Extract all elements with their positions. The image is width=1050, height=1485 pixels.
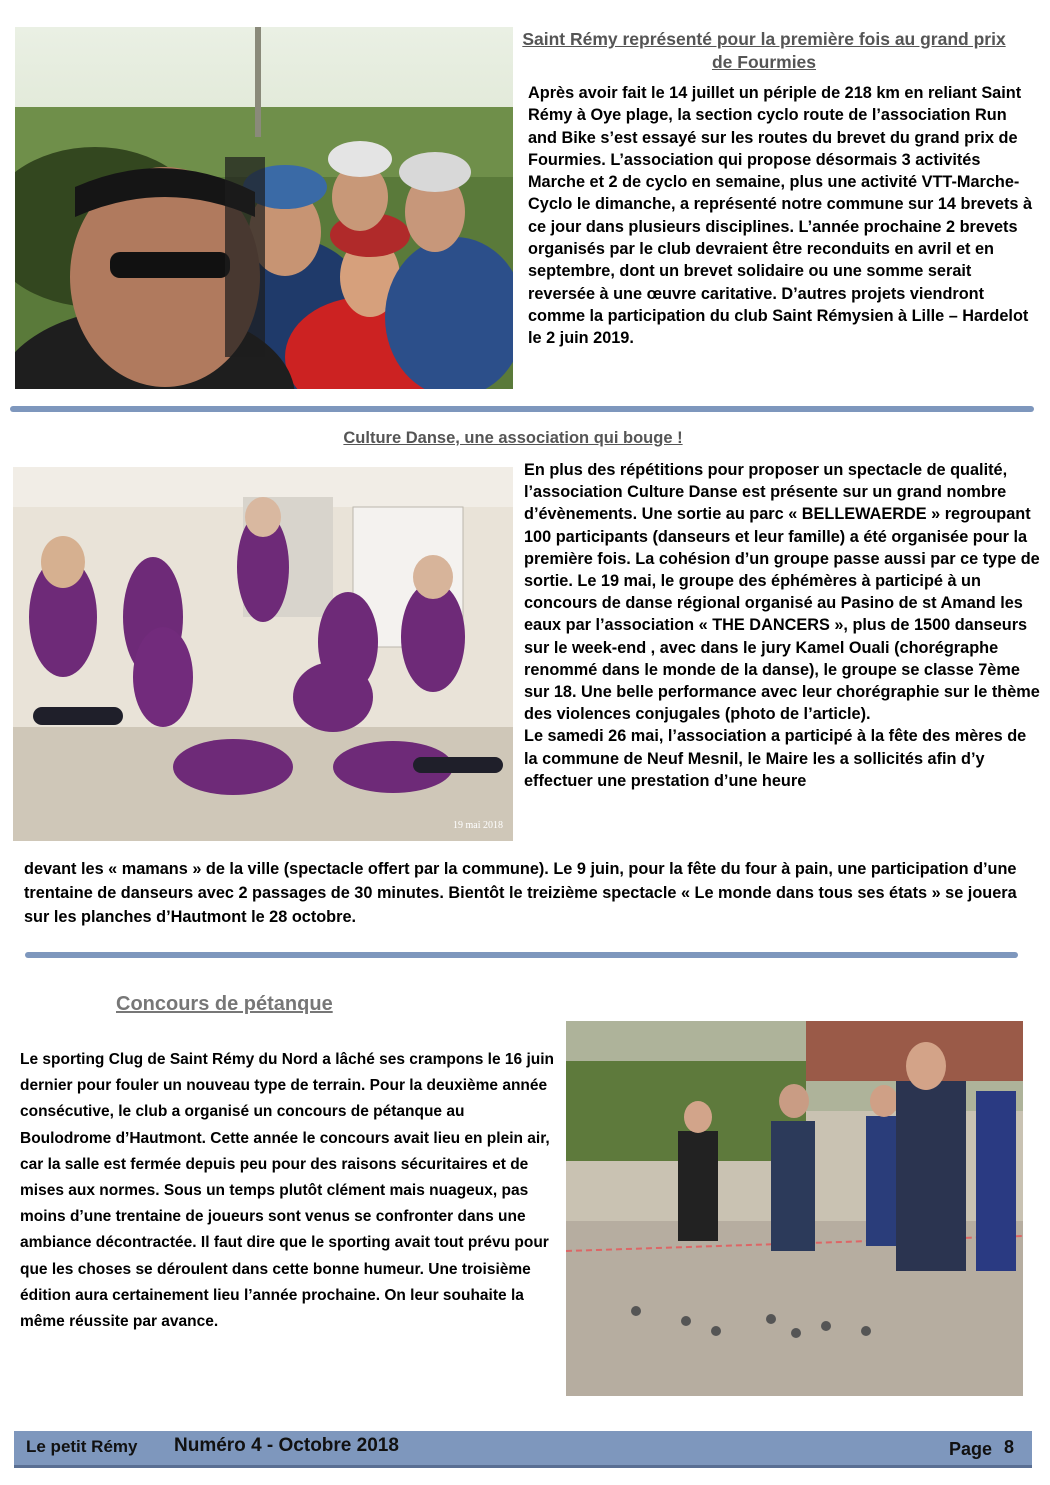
page-label: Page (948, 1439, 992, 1459)
petanque-title: Concours de pétanque (116, 993, 333, 1015)
petanque-players-photo (566, 1021, 1023, 1396)
petanque-article-text: Le sporting Clug de Saint Rémy du Nord a lâché ses crampons le 16 juin dernier pour fouler un nouveau type de terrain. Pour la deuxième année consécutive, le club a organisé un concours de pétanque au Boulodrome d’Hautmont. Cette année le concours avait lieu en plein air, car la salle est fermée depuis peu pour des raisons sécuritaires et de mises aux normes. Sous un temps plutôt clément mais nuageux, pas moins d’une trentaine de joueurs sont venus se confronter dans une ambiance décontractée. Il faut dire que le sporting avait tout prévu pour que les choses se déroulent dans cette bonne humeur. Une troisième édition aura certainement lieu l’année prochaine. On leur souhaite la même réussite par avance. (20, 1051, 555, 1331)
cyclists-selfie-photo (15, 27, 513, 389)
danse-article-text (524, 459, 1044, 792)
publication-name: Le petit Rémy (26, 1437, 138, 1456)
danse-paragraph-2: Le samedi 26 mai, l’association a participé à la fête des mères de la commune de Neuf Mesnil, le Maire les a sollicités afin d’y effectuer une prestation d’une heure (524, 727, 1027, 790)
dance-group-photo (13, 467, 513, 841)
danse-article-continuation: devant les « mamans » de la ville (spectacle offert par la commune). Le 9 juin, pour la fête du four à pain, une participation d’une trentaine de danseurs avec 2 passages de 30 minutes. Bientôt le treizième spectacle « Le monde dans tous ses états » se jouera sur les planches d’Hautmont le 28 octobre. (24, 860, 1017, 926)
danse-title: Culture Danse, une association qui bouge ! (343, 429, 683, 447)
section-divider (25, 952, 1018, 958)
section-divider (10, 406, 1034, 412)
cyclo-article-text: Après avoir fait le 14 juillet un périple de 218 km en reliant Saint Rémy à Oye plage, la section cyclo route de l’association Run and Bike s’est essayé sur les routes du brevet du grand prix de Fourmies. L’association qui propose désormais 3 activités Marche et 2 de cyclo en semaine, plus une activité VTT-Marche-Cyclo le dimanche, a représenté notre commune sur 14 brevets à ce jour dans plusieurs disciplines. L’année prochaine 2 brevets organisés par le club devraient être reconduits en avril et en septembre, dont un brevet solidaire ou une somme serait reversée à une œuvre caritative. D’autres projets viendront comme la participation du club Saint Rémysien à Lille – Hardelot le 2 juin 2019. (528, 84, 1033, 348)
issue-info: Numéro 4 - Octobre 2018 (174, 1435, 399, 1456)
page-number: 8 (1003, 1437, 1014, 1457)
danse-paragraph-1: En plus des répétitions pour proposer un spectacle de qualité, l’association Culture Danse est présente sur un grand nombre d’évènements. Une sortie au parc « BELLEWAERDE » regroupant 100 participants (danseurs et leur famille) a été organisée pour la première fois. La cohésion d’un groupe passe aussi par ce type de sortie. Le 19 mai, le groupe des éphémères à participé à un concours de danse régional organisé au Pasino de st Amand les eaux par l’association « THE DANCERS », plus de 1500 danseurs sur le week-end , avec dans le jury Kamel Ouali (chorégraphe renommé dans le monde de la danse), le groupe se classe 7ème sur 18. Une belle performance avec leur chorégraphie sur le thème des violences conjugales (photo de l’article). (524, 461, 1040, 724)
page-footer (14, 1431, 1032, 1465)
photo-date-caption: 19 mai 2018 (453, 820, 503, 831)
cyclo-title: Saint Rémy représenté pour la première fois au grand prix de Fourmies (522, 29, 1006, 72)
